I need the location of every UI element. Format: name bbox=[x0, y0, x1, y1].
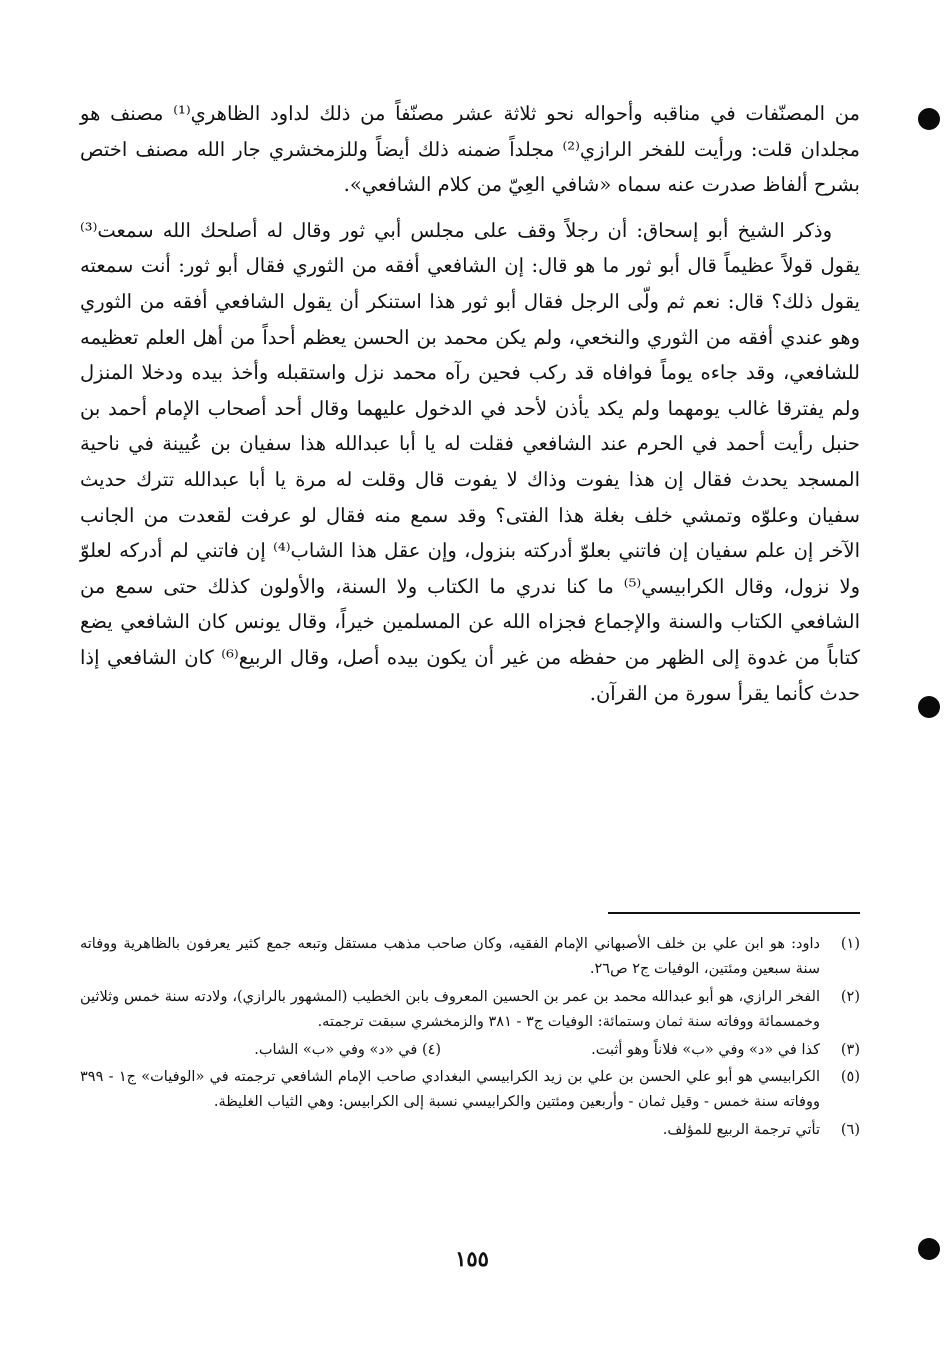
footnote-number: (٦) bbox=[840, 1121, 860, 1138]
footnote-text: داود: هو ابن علي بن خلف الأصبهاني الإمام الفقيه، وكان صاحب مذهب مستقل وتبعه جمع كثير يعرفون بالظاهرية ووفاته سنة سبعين ومئتين، الوفيات ج٢ ص٢٦. bbox=[80, 936, 820, 978]
footnote-text: الفخر الرازي، هو أبو عبدالله محمد بن عمر بن الحسين المعروف بابن الخطيب (المشهور بالرازي)، ولادته سنة خمس وثلاثين وخمسمائة ووفاته سنة ثمان وستمائة: الوفيات ج٣ - ٣٨١ والزمخشري سبقت ترجمته. bbox=[80, 988, 820, 1031]
main-text bbox=[80, 96, 860, 711]
footnote-1 bbox=[80, 932, 860, 983]
footnote-2 bbox=[80, 985, 860, 1036]
binder-hole-icon bbox=[918, 108, 940, 130]
footnote-text: تأتي ترجمة الربيع للمؤلف. bbox=[662, 1121, 820, 1138]
footnote-text: كذا في «د» وفي «ب» فلاناً وهو أثبت. bbox=[591, 1041, 820, 1058]
footnote-number: (٣) bbox=[840, 1041, 860, 1058]
page-number: ١٥٥ bbox=[455, 1246, 489, 1271]
footnote-number: (٢) bbox=[840, 988, 860, 1005]
paragraph-2: وذكر الشيخ أبو إسحاق: أن رجلاً وقف على مجلس أبي ثور وقال له أصلحك الله سمعت⁽³⁾ يقول قولاً عظيماً قال أبو ثور ما هو قال: إن الشافعي أفقه من الثوري فقال أبو ثور: أنت سمعته يقول ذلك؟ قال: نعم ثم ولّى الرجل فقال أبو ثور هذا استنكر أن يقول الشافعي أفقه من الثوري وهو عندي أفقه من الثوري والنخعي، ولم يكن محمد بن الحسن يعظم أحداً من أهل العلم تعظيمه للشافعي، وقد جاءه يوماً فوافاه قد ركب فحين رآه محمد نزل واستقبله وأخذ بيده ودخلا المنزل ولم يفترقا غالب يومهما ولم يكد يأذن لأحد في الدخول عليهما وقال أحد أصحاب الإمام أحمد بن حنبل رأيت أحمد في الحرم عند الشافعي فقلت له يا أبا عبدالله هذا سفيان بن عُيينة في ناحية المسجد يحدث فقال إن هذا يفوت وذاك لا يفوت قال وقلت له مرة يا أبا عبدالله تترك حديث سفيان وعلوّه وتمشي خلف بغلة هذا الفتى؟ وقد سمع منه فقال لو عرفت لقعدت من الجانب الآخر إن علم سفيان إن فاتني بعلوّ أدركته بنزول، وإن عقل هذا الشاب⁽⁴⁾ إن فاتني لم أدركه لعلوّ ولا نزول، وقال الكرابيسي⁽⁵⁾ ما كنا ندري ما الكتاب ولا السنة، والأولون كذلك حتى سمع من الشافعي الكتاب والسنة والإجماع فجزاه الله عن المسلمين خيراً، وقال يونس كان الشافعي يضع كتاباً من غدوة إلى الظهر من حفظه من غير أن يكون بيده أصل، وقال الربيع⁽⁶⁾ كان الشافعي إذا حدث كأنما يقرأ سورة من القرآن. bbox=[80, 218, 860, 705]
footnote-number: (٥) bbox=[840, 1069, 860, 1086]
paragraph-1: من المصنّفات في مناقبه وأحواله نحو ثلاثة عشر مصنّفاً من ذلك لداود الظاهري⁽¹⁾ مصنف هو مجلدان قلت: ورأيت للفخر الرازي⁽²⁾ مجلداً ضمنه ذلك أيضاً وللزمخشري جار الله مصنف اختص بشرح ألفاظ صدرت عنه سماه «شافي العِيّ من كلام الشافعي». bbox=[80, 102, 860, 197]
footnote-number: (١) bbox=[840, 936, 860, 952]
footnote-4 bbox=[254, 1038, 441, 1063]
footnote-number: (٤) bbox=[421, 1041, 442, 1058]
footnote-divider bbox=[608, 912, 860, 914]
footnote-text: في «د» وفي «ب» الشاب. bbox=[254, 1041, 418, 1058]
footnote-5 bbox=[80, 1065, 860, 1116]
footnotes bbox=[80, 932, 860, 1145]
footnote-6 bbox=[80, 1118, 860, 1143]
footnote-text: الكرابيسي هو أبو علي الحسن بن علي بن زيد الكرابيسي البغدادي صاحب الإمام الشافعي ترجمته في «الوفيات» ج١ - ٣٩٩ ووفاته سنة خمس - وقيل ثمان - وأربعين ومئتين والكرابيسي نسبة إلى الكرابيس: وهي الثياب الغليظة. bbox=[80, 1069, 820, 1111]
binder-hole-icon bbox=[918, 696, 940, 718]
footnote-3-4 bbox=[80, 1038, 860, 1063]
